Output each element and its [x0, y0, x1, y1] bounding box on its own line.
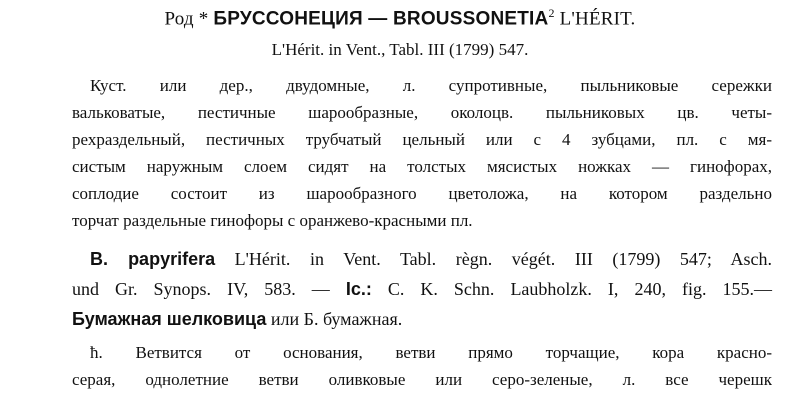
genus-name: БРУССОНЕЦИЯ — BROUSSONETIA: [213, 8, 549, 30]
description-line: вальковатые, пестичные шарообразные, околоцв. пыльниковых цв. четы-: [72, 103, 772, 122]
description-line: систым наружным слоем сидят на толстых мясистых ножках — гинофорах,: [72, 157, 772, 176]
common-name-alt: или Б. бумажная.: [266, 309, 403, 329]
description-line: Куст. или дер., двудомные, л. супротивные, пыльниковые сережки: [90, 76, 772, 95]
species-line-1: [72, 244, 772, 274]
icones-label: Ic.:: [345, 279, 372, 299]
species-citation-cont: und Gr. Synops. IV, 583. —: [72, 279, 346, 299]
species-citation: L'Hérit. in Vent. Tabl. règn. végét. III (1799) 547; Asch.: [215, 249, 772, 269]
genus-heading: [0, 6, 800, 30]
genus-author: L'HÉRIT.: [554, 8, 636, 30]
description-line: рехраздельный, пестичных трубчатый цельный или с 4 зубцами, пл. с мя-: [72, 130, 772, 149]
species-line-3: [72, 304, 772, 334]
habit-line: серая, однолетние ветви оливковые или серо-зеленые, л. все черешк: [72, 370, 772, 389]
species-line-2: [72, 274, 772, 304]
species-habit: [72, 339, 772, 393]
footnote-marker: 2: [548, 6, 555, 20]
species-entry: [72, 244, 772, 334]
habit-line: ħ. Ветвится от основания, ветви прямо торчащие, кора красно-: [90, 343, 772, 362]
icones-citation: C. K. Schn. Laubholzk. I, 240, fig. 155.—: [371, 279, 772, 299]
genus-description: [72, 72, 772, 234]
genus-authority: L'Hérit. in Vent., Tabl. III (1799) 547.: [271, 40, 529, 59]
genus-prefix: Род *: [164, 8, 214, 30]
description-line: соплодие состоит из шарообразного цветоложа, на котором раздельно: [72, 184, 772, 203]
species-name: B. papyrifera: [90, 249, 216, 269]
common-name: Бумажная шелковица: [72, 309, 267, 329]
description-line: торчат раздельные гинофоры с оранжево-красными пл.: [72, 211, 473, 230]
